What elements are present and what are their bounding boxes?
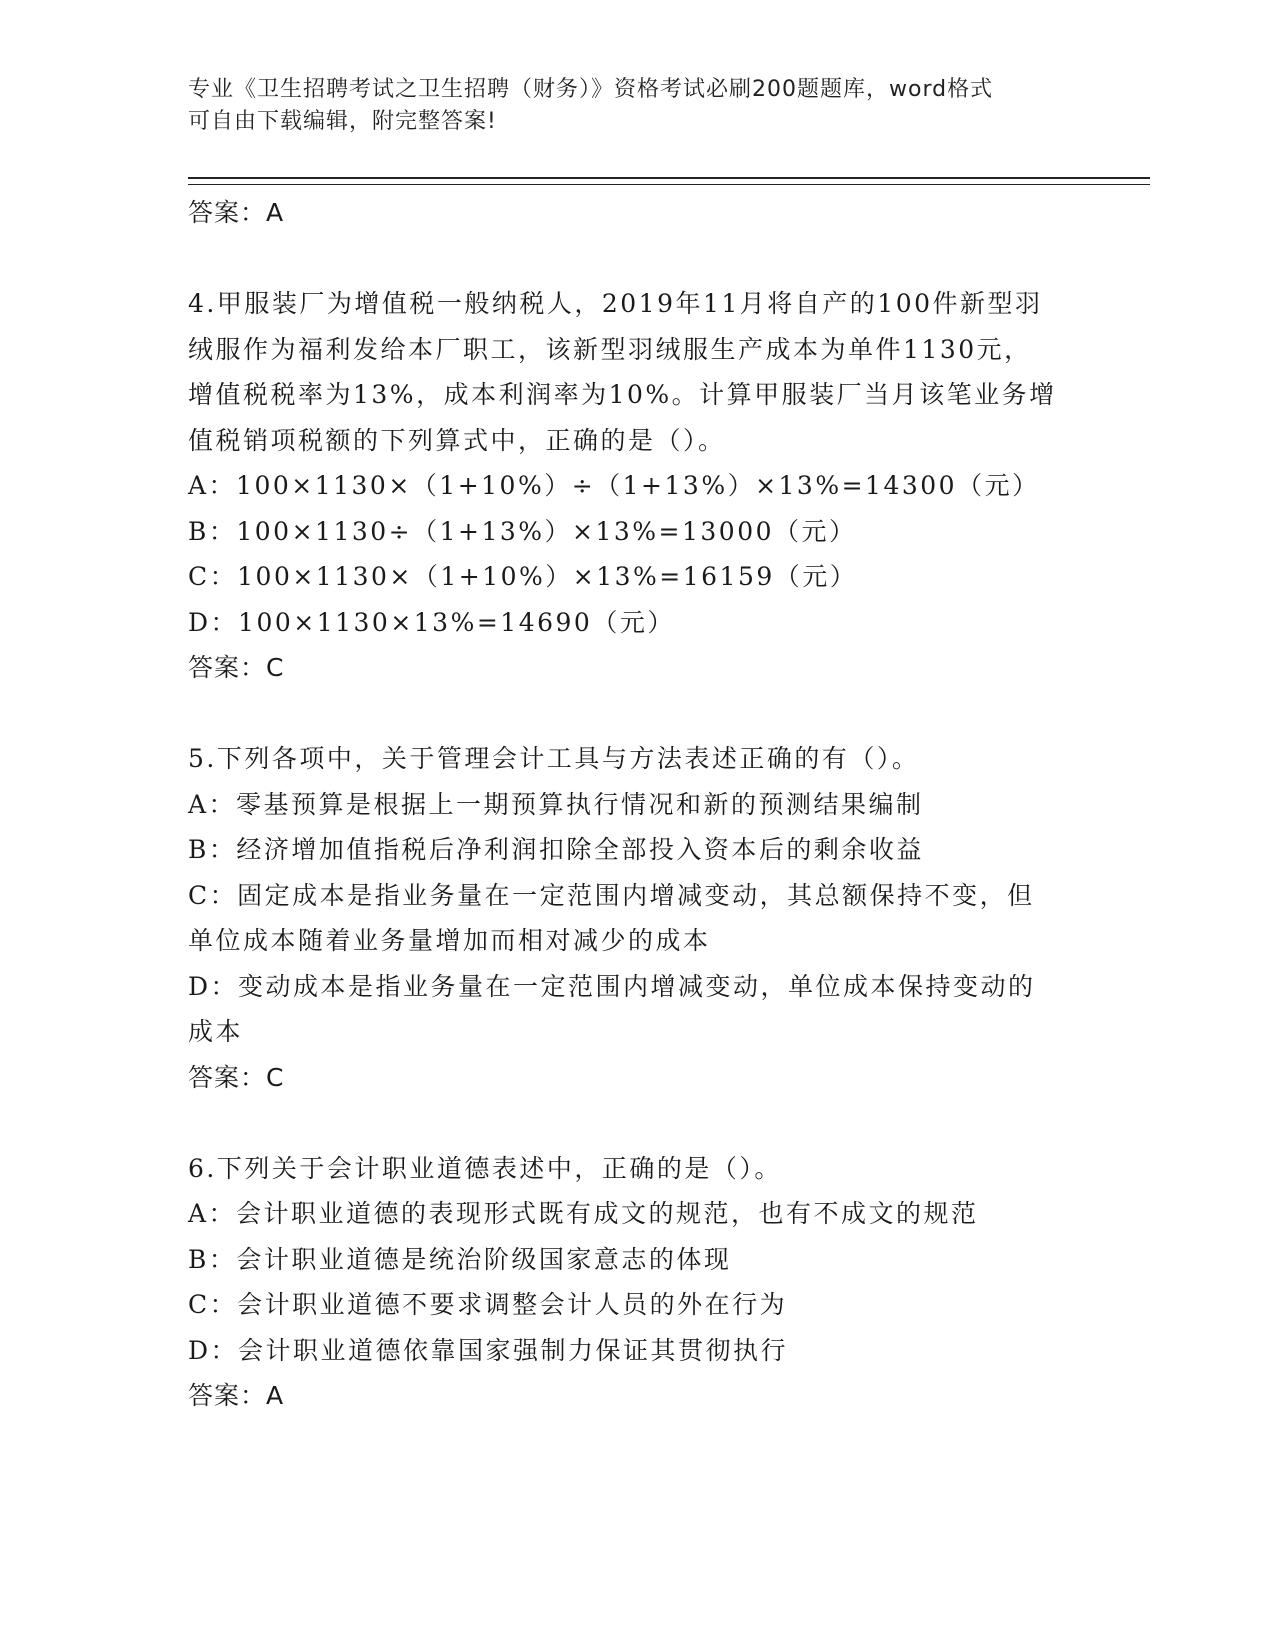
question-block	[188, 281, 1088, 691]
header-divider	[188, 177, 1150, 185]
option-line: D：100×1130×13%=14690（元）	[188, 607, 675, 637]
question-list	[188, 190, 1088, 1419]
answer-option	[188, 873, 1088, 964]
option-line: D：变动成本是指业务量在一定范围内增减变动，单位成本保持变动的	[188, 971, 1036, 1001]
spacer	[188, 1100, 1088, 1146]
option-line: 单位成本随着业务量增加而相对减少的成本	[188, 926, 711, 955]
option-line: C：100×1130×（1+10%）×13%=16159（元）	[188, 562, 858, 591]
spacer	[188, 691, 1088, 737]
question-stem-line: 6.下列关于会计职业道德表述中，正确的是（）。	[188, 1153, 782, 1183]
answer-option	[188, 827, 1088, 873]
answer-option	[188, 964, 1088, 1055]
spacer	[188, 236, 1088, 282]
option-line: 成本	[188, 1017, 244, 1046]
answer-option	[188, 600, 1088, 646]
option-line: C：会计职业道德不要求调整会计人员的外在行为	[188, 1290, 788, 1319]
previous-answer: 答案：A	[188, 198, 285, 227]
option-line: B：会计职业道德是统治阶级国家意志的体现	[188, 1244, 732, 1274]
answer-key: 答案：C	[188, 1062, 285, 1092]
header-line: 专业《卫生招聘考试之卫生招聘（财务）》资格考试必刷200题题库，word格式	[188, 77, 994, 102]
page-header	[188, 74, 1088, 138]
answer-option	[188, 1191, 1088, 1237]
header-line: 可自由下载编辑，附完整答案!	[188, 109, 497, 134]
question-block	[188, 736, 1088, 1100]
answer-key: 答案：A	[188, 1381, 285, 1410]
option-line: B：经济增加值指税后净利润扣除全部投入资本后的剩余收益	[188, 835, 924, 864]
question-stem-line: 5.下列各项中，关于管理会计工具与方法表述正确的有（）。	[188, 744, 920, 773]
question-stem-line: 4.甲服装厂为增值税一般纳税人，2019年11月将自产的100件新型羽	[188, 289, 1043, 318]
option-line: C：固定成本是指业务量在一定范围内增减变动，其总额保持不变，但	[188, 880, 1035, 910]
answer-option	[188, 554, 1088, 600]
option-line: A：会计职业道德的表现形式既有成文的规范，也有不成文的规范	[188, 1199, 979, 1228]
answer-option	[188, 1328, 1088, 1374]
answer-option	[188, 1237, 1088, 1283]
answer-option	[188, 1282, 1088, 1328]
question-stem-line: 值税销项税额的下列算式中，正确的是（）。	[188, 425, 726, 455]
question-stem-line: 绒服作为福利发给本厂职工，该新型羽绒服生产成本为单件1130元，	[188, 334, 1032, 364]
answer-option	[188, 463, 1088, 509]
answer-key: 答案：C	[188, 653, 285, 682]
answer-option	[188, 782, 1088, 828]
option-line: D：会计职业道德依靠国家强制力保证其贯彻执行	[188, 1335, 789, 1365]
option-line: A：零基预算是根据上一期预算执行情况和新的预测结果编制	[188, 789, 924, 819]
option-line: B：100×1130÷（1+13%）×13%=13000（元）	[188, 516, 857, 546]
option-line: A：100×1130×（1+10%）÷（1+13%）×13%=14300（元）	[188, 471, 1040, 500]
question-stem-line: 增值税税率为13%，成本利润率为10%。计算甲服装厂当月该笔业务增	[188, 380, 1057, 409]
answer-option	[188, 509, 1088, 555]
question-block	[188, 1146, 1088, 1419]
